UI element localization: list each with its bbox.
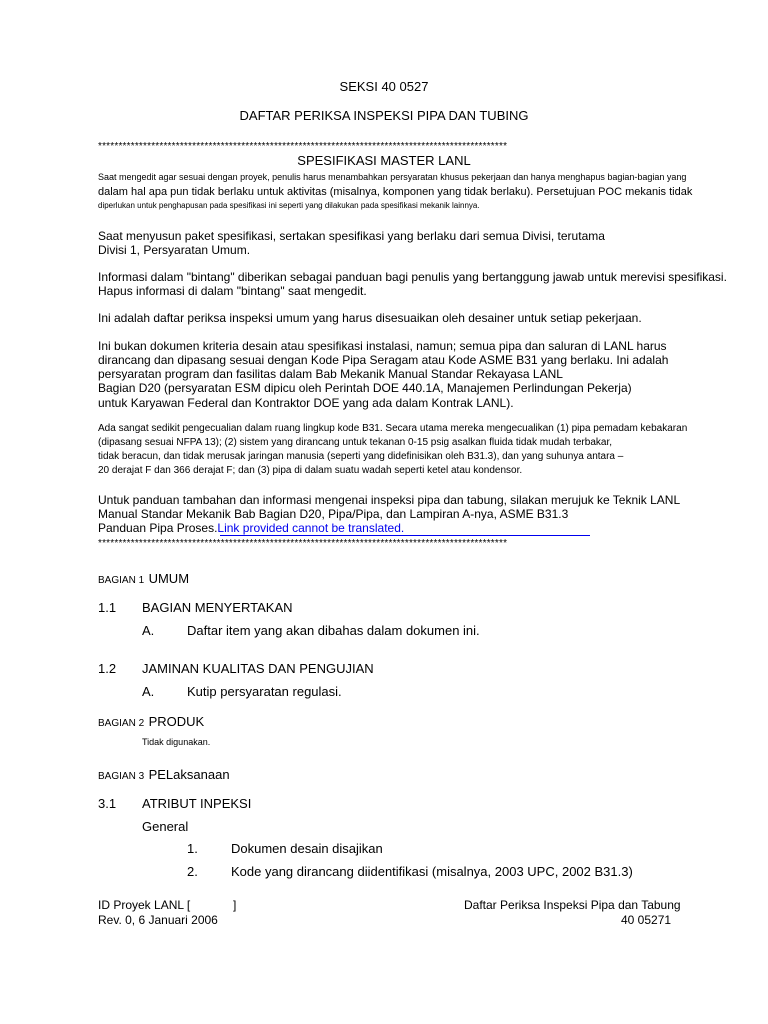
part2-note: Tidak digunakan.	[142, 737, 211, 747]
footer-revision: Rev. 0, 6 Januari 2006	[98, 913, 218, 927]
item-3-1-number: 3.1	[98, 796, 117, 811]
part2-title: PRODUK	[148, 714, 205, 729]
list-item-1-text: Dokumen desain disajikan	[231, 841, 383, 856]
para1-line-2: Divisi 1, Persyaratan Umum.	[98, 243, 251, 257]
intro-line-3: diperlukan untuk penghapusan pada spesifikasi ini seperti yang dilakukan pada spesifikasi mekanik lainnya.	[98, 201, 480, 210]
para6-last-text: Panduan Pipa Proses.	[98, 521, 218, 535]
item-3-1-title: ATRIBUT INPEKSI	[142, 796, 252, 811]
list-item-2-number: 2.	[187, 864, 198, 879]
para5-line-2: (dipasang sesuai NFPA 13); (2) sistem yang dirancang untuk tekanan 0-15 psig asalkan fluida tidak mudah terbakar,	[98, 437, 612, 448]
para4-line-1: Ini bukan dokumen kriteria desain atau spesifikasi instalasi, namun; semua pipa dan saluran di LANL harus	[98, 339, 667, 353]
part1-prefix: BAGIAN 1	[98, 575, 145, 586]
list-item-1-number: 1.	[187, 841, 198, 856]
para4-line-2: dirancang dan dipasang sesuai dengan Kode Pipa Seragam atau Kode ASME B31 yang berlaku. Ini adalah	[98, 353, 669, 367]
item-1-2-title: JAMINAN KUALITAS DAN PENGUJIAN	[142, 661, 374, 676]
para3: Ini adalah daftar periksa inspeksi umum yang harus disesuaikan oleh desainer untuk setiap pekerjaan.	[98, 311, 642, 325]
intro-line-1: Saat mengedit agar sesuai dengan proyek, penulis harus menambahkan persyaratan khusus pekerjaan dan hanya menghapus bagian-bagian yang	[98, 172, 687, 182]
para2-line-2: Hapus informasi di dalam "bintang" saat mengedit.	[98, 284, 367, 298]
para1-line-1: Saat menyusun paket spesifikasi, sertakan spesifikasi yang berlaku dari semua Divisi, terutama	[98, 229, 605, 243]
spec-title: SPESIFIKASI MASTER LANL	[297, 153, 471, 168]
para5-line-3: tidak beracun, dan tidak merusak jaringan manusia (seperti yang didefinisikan oleh B31.3), dan yang suhunya antara –	[98, 451, 624, 462]
footer-bracket-close: ]	[233, 898, 237, 912]
link-underline	[220, 535, 590, 536]
para5-line-1: Ada sangat sedikit pengecualian dalam ruang lingkup kode B31. Secara utama mereka mengecualikan (1) pipa pemadam kebakaran	[98, 423, 688, 434]
item-1-2-number: 1.2	[98, 661, 117, 676]
item-1-1-sub-text: Daftar item yang akan dibahas dalam dokumen ini.	[187, 623, 480, 638]
document-title: DAFTAR PERIKSA INSPEKSI PIPA DAN TUBING	[239, 108, 529, 123]
para6-line-1: Untuk panduan tambahan dan informasi mengenai inspeksi pipa dan tabung, silakan merujuk ke Teknik LANL	[98, 493, 681, 507]
para5-line-4: 20 derajat F dan 366 derajat F; dan (3) pipa di dalam suatu wadah seperti ketel atau kondensor.	[98, 465, 523, 476]
part2-prefix: BAGIAN 2	[98, 718, 145, 729]
footer-doc-number: 40 05271	[621, 913, 672, 927]
item-1-2-sub-text: Kutip persyaratan regulasi.	[187, 684, 342, 699]
list-item-2-text: Kode yang dirancang diidentifikasi (misalnya, 2003 UPC, 2002 B31.3)	[231, 864, 633, 879]
part2-heading	[98, 713, 204, 731]
footer-project-id: ID Proyek LANL [	[98, 898, 191, 912]
part3-title: PELaksanaan	[148, 767, 230, 782]
para4-line-4: Bagian D20 (persyaratan ESM dipicu oleh Perintah DOE 440.1A, Manajemen Perlindungan Pekerja)	[98, 381, 632, 395]
stars-divider-bottom: ****************************************************************************************************	[98, 539, 508, 549]
item-1-1-number: 1.1	[98, 600, 117, 615]
part3-prefix: BAGIAN 3	[98, 771, 145, 782]
para6-line-3	[98, 521, 404, 535]
part1-heading	[98, 570, 189, 588]
part3-heading	[98, 766, 230, 784]
item-1-1-sub-letter: A.	[142, 623, 155, 638]
reference-link[interactable]: Link provided cannot be translated.	[217, 521, 405, 535]
item-1-2-sub-letter: A.	[142, 684, 155, 699]
para4-line-3: persyaratan program dan fasilitas dalam Bab Mekanik Manual Standar Rekayasa LANL	[98, 367, 563, 381]
para4-line-5: untuk Karyawan Federal dan Kontraktor DOE yang ada dalam Kontrak LANL).	[98, 396, 514, 410]
para6-line-2: Manual Standar Mekanik Bab Bagian D20, Pipa/Pipa, dan Lampiran A-nya, ASME B31.3	[98, 507, 569, 521]
item-1-1-title: BAGIAN MENYERTAKAN	[142, 600, 293, 615]
intro-line-2: dalam hal apa pun tidak berlaku untuk aktivitas (misalnya, komponen yang tidak berlaku). Persetujuan POC mekanis tidak	[98, 186, 693, 198]
stars-divider-top: ****************************************************************************************************	[98, 142, 508, 152]
footer-doc-title: Daftar Periksa Inspeksi Pipa dan Tabung	[464, 898, 681, 912]
part1-title: UMUM	[148, 571, 190, 586]
general-heading: General	[142, 819, 189, 834]
para2-line-1: Informasi dalam "bintang" diberikan sebagai panduan bagi penulis yang bertanggung jawab untuk merevisi spesifikasi.	[98, 270, 727, 284]
section-number: SEKSI 40 0527	[339, 79, 429, 94]
